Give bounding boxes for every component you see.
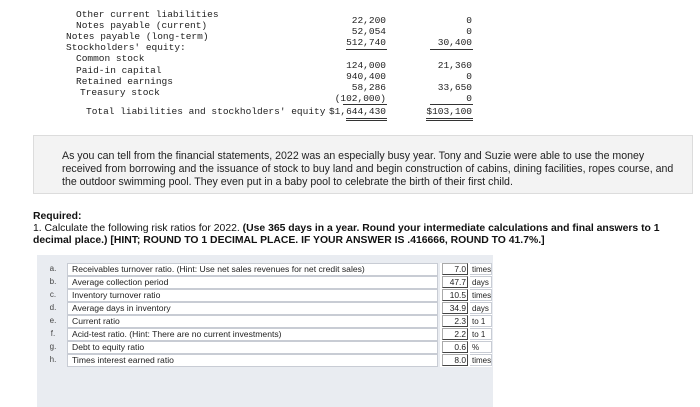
table-row <box>37 263 493 276</box>
answer-input[interactable]: 2.2 <box>442 328 468 340</box>
stmt-section-header: Stockholders' equity: <box>66 42 186 53</box>
stmt-label: Notes payable (long-term) <box>66 31 209 42</box>
answer-unit: days <box>470 276 492 288</box>
answer-unit: to 1 <box>470 315 492 327</box>
stmt-value-2022: (102,000) <box>334 93 386 104</box>
risk-ratio-table <box>37 255 493 407</box>
answer-input[interactable]: 34.9 <box>442 302 468 314</box>
row-label: Times interest earned ratio <box>67 354 438 367</box>
double-underline <box>426 118 473 119</box>
underline <box>343 104 387 105</box>
row-letter: g. <box>49 342 57 351</box>
required-heading: Required: <box>33 211 82 222</box>
answer-cell <box>440 328 492 341</box>
stmt-value-2022: 124,000 <box>346 60 386 71</box>
stmt-total-2022: $1,644,430 <box>328 106 386 117</box>
answer-input[interactable]: 0.6 <box>442 341 468 353</box>
answer-unit: times <box>472 291 492 300</box>
stmt-value-2022: 940,400 <box>346 71 386 82</box>
row-label: Average days in inventory <box>67 302 438 315</box>
stmt-value-2021: 0 <box>466 93 472 104</box>
stmt-label: Notes payable (current) <box>76 20 208 31</box>
double-underline <box>346 120 387 121</box>
stmt-value-2021: 0 <box>466 71 472 82</box>
row-letter: f. <box>50 329 56 338</box>
stmt-value-2022: 22,200 <box>351 15 386 26</box>
instruction-bold-text: (Use 365 days in a year. Round your intermediate calculations and final answers to 1 decimal place.) [HINT; ROUND TO 1 DECIMAL PLACE. IF YOUR ANSWER IS .416666, ROUND TO 41.7%.] <box>33 223 660 247</box>
stmt-label: Treasury stock <box>80 87 160 98</box>
answer-cell <box>440 289 492 302</box>
required-section <box>33 211 693 248</box>
answer-unit: % <box>470 341 492 353</box>
answer-input[interactable]: 7.0 <box>442 263 468 275</box>
row-letter: h. <box>49 355 57 364</box>
row-label: Average collection period <box>67 276 438 289</box>
instruction-text: 1. Calculate the following risk ratios for 2022. <box>33 223 240 235</box>
stmt-label: Paid-in capital <box>76 65 162 76</box>
stmt-value-2022: 52,054 <box>351 26 386 37</box>
answer-cell <box>440 302 492 315</box>
financial-statement <box>0 0 700 127</box>
stmt-value-2022: 512,740 <box>346 37 386 48</box>
answer-input[interactable]: 8.0 <box>442 354 468 366</box>
underline <box>346 49 387 50</box>
row-label: Inventory turnover ratio <box>67 289 438 302</box>
row-label: Debt to equity ratio <box>67 341 438 354</box>
stmt-value-2021: 30,400 <box>437 37 472 48</box>
stmt-total-2021: $103,100 <box>426 106 472 117</box>
stmt-label: Common stock <box>76 53 145 64</box>
row-letter: e. <box>49 316 57 325</box>
row-letter: b. <box>49 277 57 286</box>
table-row <box>37 354 493 367</box>
stmt-total-label: Total liabilities and stockholders' equity <box>86 106 326 117</box>
answer-unit: days <box>470 302 492 314</box>
answer-cell <box>440 354 492 367</box>
stmt-label: Other current liabilities <box>76 9 219 20</box>
double-underline <box>346 118 387 119</box>
answer-input[interactable]: 2.3 <box>442 315 468 327</box>
row-letter: c. <box>49 290 57 299</box>
narrative-text: As you can tell from the financial statements, 2022 was an especially busy year. Tony and Suzie were able to use the money received from borrowing and the issuance of stock to buy land and begin construction of cabins, dining facilities, ropes course, and the outdoor swimming pool. They even put in a baby pool to celebrate the birth of their first child. <box>62 150 674 188</box>
answer-unit: times <box>472 265 492 274</box>
underline <box>430 104 473 105</box>
stmt-value-2022: 58,286 <box>351 82 386 93</box>
stmt-value-2021: 0 <box>466 15 472 26</box>
row-label: Acid-test ratio. (Hint: There are no current investments) <box>67 328 438 341</box>
answer-unit: times <box>472 356 492 365</box>
row-letter: a. <box>49 264 57 273</box>
answer-input[interactable]: 10.5 <box>442 289 468 301</box>
table-row <box>37 315 493 328</box>
answer-unit: to 1 <box>470 328 492 340</box>
stmt-label: Retained earnings <box>76 76 173 87</box>
stmt-value-2021: 21,360 <box>437 60 472 71</box>
table-row <box>37 302 493 315</box>
answer-cell <box>440 315 492 328</box>
stmt-value-2021: 33,650 <box>437 82 472 93</box>
row-label: Receivables turnover ratio. (Hint: Use net sales revenues for net credit sales) <box>67 263 438 276</box>
answer-cell <box>440 263 492 276</box>
row-letter: d. <box>49 303 57 312</box>
double-underline <box>426 120 473 121</box>
underline <box>430 49 473 50</box>
answer-cell <box>440 341 492 354</box>
table-row <box>37 341 493 354</box>
answer-input[interactable]: 47.7 <box>442 276 468 288</box>
answer-cell <box>440 276 492 289</box>
table-row <box>37 328 493 341</box>
stmt-value-2021: 0 <box>466 26 472 37</box>
required-instruction <box>33 223 693 247</box>
table-row <box>37 289 493 302</box>
table-row <box>37 276 493 289</box>
narrative-box <box>33 135 693 194</box>
row-label: Current ratio <box>67 315 438 328</box>
